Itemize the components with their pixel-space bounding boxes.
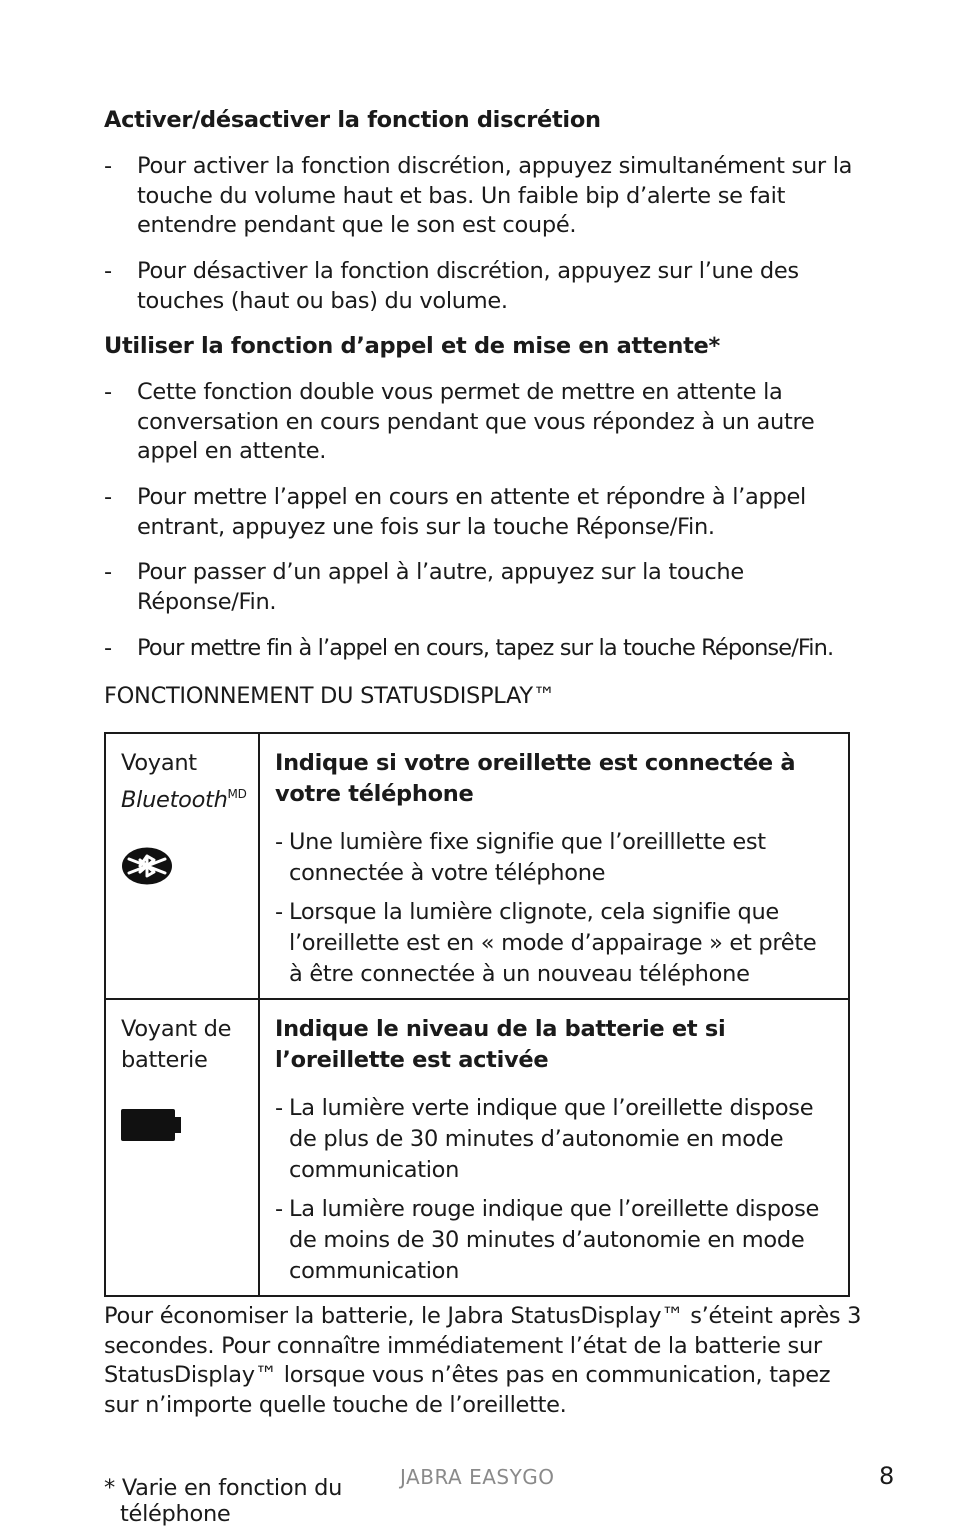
list-item — [275, 1194, 834, 1287]
list-item — [275, 1093, 834, 1186]
row-label-bluetooth: Bluetooth — [121, 787, 228, 813]
row-heading: Indique le niveau de la batterie et si l’oreillette est activée — [275, 1016, 726, 1073]
list-item — [104, 483, 864, 542]
row-label-sup: MD — [227, 787, 247, 801]
list-dash: - — [275, 899, 283, 925]
table-desc-cell — [259, 999, 849, 1296]
footnote — [104, 1475, 364, 1527]
table-label-cell — [105, 733, 259, 999]
list-item-text: Une lumière fixe signifie que l’oreilllette est connectée à votre téléphone — [289, 829, 766, 886]
bluetooth-icon — [121, 846, 258, 895]
list-item-text: Lorsque la lumière clignote, cela signifie que l’oreillette est en « mode d’appairage » et prête à être connectée à un nouveau téléphone — [289, 899, 817, 987]
footnote-line1: Varie en fonction du — [121, 1475, 343, 1501]
status-section-title: FONCTIONNEMENT DU STATUSDISPLAY™ — [104, 683, 556, 709]
list-dash: - — [275, 1095, 283, 1121]
row-heading: Indique si votre oreillette est connectée à votre téléphone — [275, 750, 796, 807]
footnote-line2: téléphone — [120, 1501, 231, 1527]
table-row — [105, 733, 849, 999]
list-dash: - — [104, 635, 112, 661]
list-dash: - — [104, 379, 112, 405]
list-dash: - — [275, 1196, 283, 1222]
list-item — [104, 558, 864, 617]
list-item — [104, 152, 864, 241]
mute-heading: Activer/désactiver la fonction discrétion — [104, 107, 601, 133]
list-item-text: Pour mettre fin à l’appel en cours, tapez sur la touche Réponse/Fin. — [137, 635, 834, 661]
list-item — [275, 897, 834, 990]
row-label-line2: batterie — [121, 1047, 208, 1073]
list-dash: - — [104, 258, 112, 284]
list-item-text: Pour activer la fonction discrétion, appuyez simultanément sur la touche du volume haut et bas. Un faible bip d’alerte se fait entendre pendant que le son est coupé. — [137, 153, 853, 238]
list-dash: - — [275, 829, 283, 855]
brand-footer: JABRA EASYGO — [400, 1465, 555, 1489]
page-number: 8 — [879, 1462, 894, 1490]
list-dash: - — [104, 153, 112, 179]
list-item-text: Cette fonction double vous permet de mettre en attente la conversation en cours pendant que vous répondez à un autre appel en attente. — [137, 379, 815, 464]
list-item — [104, 634, 864, 664]
battery-icon — [121, 1109, 258, 1150]
list-item-text: Pour mettre l’appel en cours en attente et répondre à l’appel entrant, appuyez une fois sur la touche Réponse/Fin. — [137, 484, 806, 540]
list-item — [104, 257, 864, 316]
row-label-line1: Voyant — [121, 750, 197, 776]
table-row — [105, 999, 849, 1296]
row-label-line1: Voyant de — [121, 1016, 232, 1042]
table-label-cell — [105, 999, 259, 1296]
list-item-text: La lumière verte indique que l’oreillette dispose de plus de 30 minutes d’autonomie en mode communication — [289, 1095, 814, 1183]
footnote-star: * — [104, 1475, 115, 1501]
list-item-text: La lumière rouge indique que l’oreillette dispose de moins de 30 minutes d’autonomie en mode communication — [289, 1196, 820, 1284]
list-dash: - — [104, 484, 112, 510]
row-label-line2 — [121, 779, 258, 816]
status-table — [104, 732, 850, 1297]
table-desc-cell — [259, 733, 849, 999]
list-item-text: Pour passer d’un appel à l’autre, appuyez sur la touche Réponse/Fin. — [137, 559, 744, 615]
list-dash: - — [104, 559, 112, 585]
list-item — [104, 378, 864, 467]
list-item-text: Pour désactiver la fonction discrétion, appuyez sur l’une des touches (haut ou bas) du volume. — [137, 258, 799, 314]
call-wait-heading: Utiliser la fonction d’appel et de mise en attente* — [104, 333, 720, 359]
list-item — [275, 827, 834, 889]
battery-saving-paragraph: Pour économiser la batterie, le Jabra StatusDisplay™ s’éteint après 3 secondes. Pour connaître immédiatement l’état de la batterie sur StatusDisplay™ lorsque vous n’êtes pas en communication, tapez sur n’importe quelle touche de l’oreillette. — [104, 1303, 862, 1418]
